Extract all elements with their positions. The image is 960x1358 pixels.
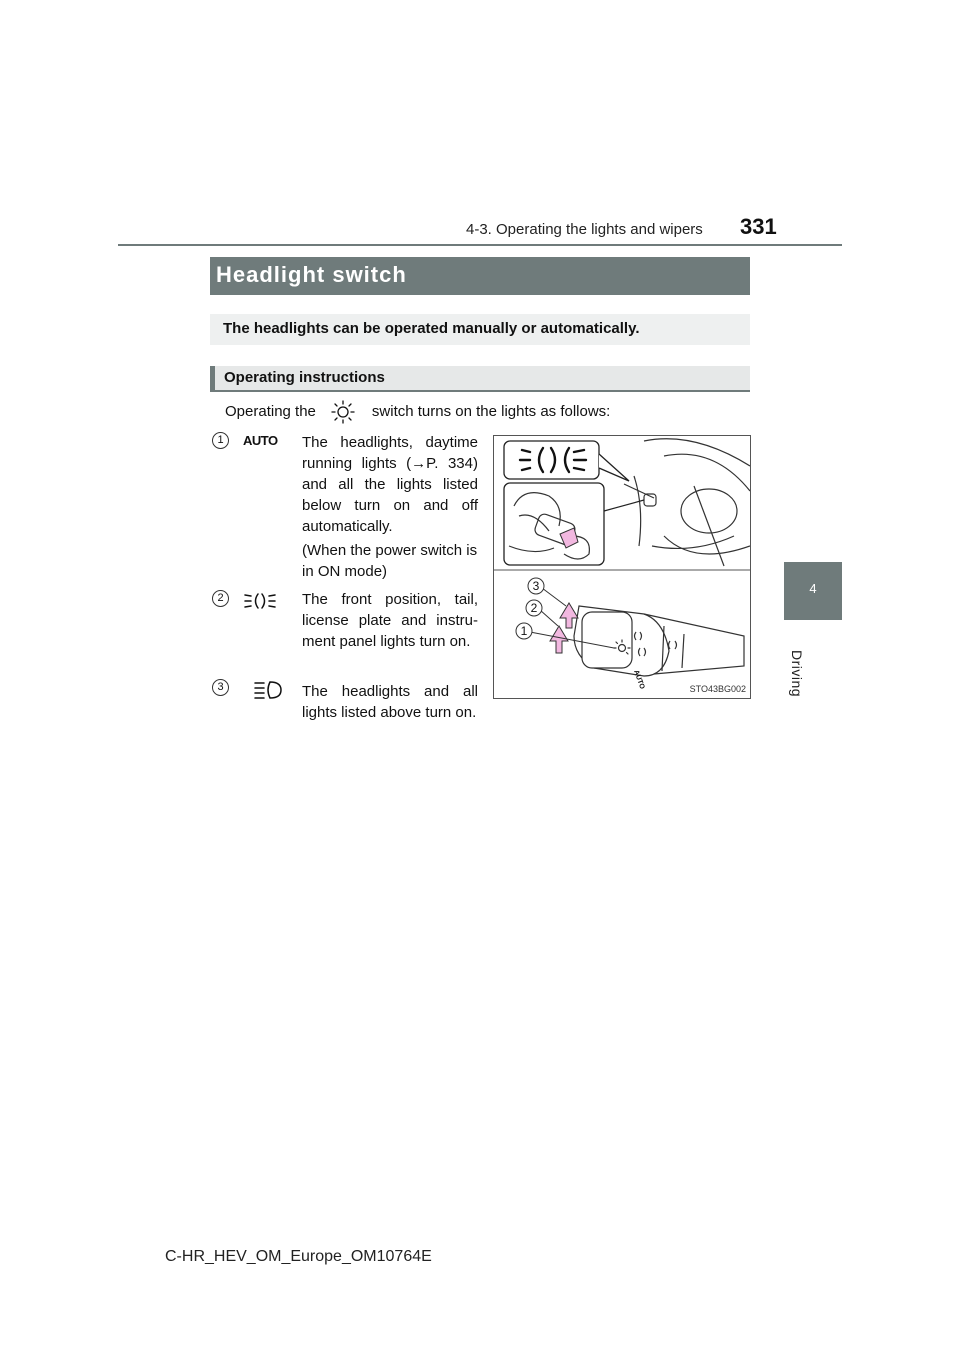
chapter-tab-label: Driving [789, 650, 805, 698]
document-code: C-HR_HEV_OM_Europe_OM10764E [165, 1248, 432, 1265]
summary-box [210, 314, 750, 345]
lever-diagram [494, 436, 750, 698]
page-number: 331 [740, 214, 777, 239]
callout-2: 2 [530, 601, 538, 615]
item-number-2: 2 [212, 590, 229, 607]
lever-auto-label: AUTO [632, 669, 646, 691]
chapter-tab [784, 562, 842, 620]
headlight-switch-illustration [493, 435, 751, 699]
header-divider [118, 244, 842, 246]
position-lights-icon [244, 591, 276, 616]
item-1-note: (When the power switch is in ON mode) [302, 542, 478, 580]
chapter-tab-number: 4 [809, 581, 817, 596]
section-title: Headlight switch [216, 262, 407, 287]
item-number-1: 1 [212, 432, 229, 449]
intro-before: Operating the [225, 402, 316, 420]
summary-text: The headlights can be operated manually or automatically. [223, 320, 640, 337]
callout-1: 1 [520, 624, 528, 638]
headlight-symbol-callout [504, 441, 629, 481]
intro-after: switch turns on the lights as follows: [371, 402, 611, 420]
subheading-text: Operating instructions [224, 369, 385, 386]
headlights-icon [254, 680, 282, 705]
illustration-code: STO43BG002 [689, 684, 746, 694]
item-1-text: The headlights, daytime running lights (→P. 334) and all the lights listed below turn on and off automatically. [302, 434, 478, 535]
item-number-3: 3 [212, 679, 229, 696]
hand-inset [504, 483, 644, 565]
intro-line [225, 402, 610, 422]
light-switch-icon [316, 402, 372, 422]
subheading-accent [210, 366, 215, 390]
subheading [210, 366, 750, 392]
header-section-title: 4-3. Operating the lights and wipers [466, 221, 703, 238]
section-title-bar [210, 257, 750, 295]
callout-3: 3 [532, 579, 540, 593]
item-3-text: The headlights and all lights listed above turn on. [302, 683, 478, 721]
auto-icon: AUTO [243, 433, 278, 448]
item-2-text: The front position, tail, license plate and instru-ment panel lights turn on. [302, 591, 478, 650]
